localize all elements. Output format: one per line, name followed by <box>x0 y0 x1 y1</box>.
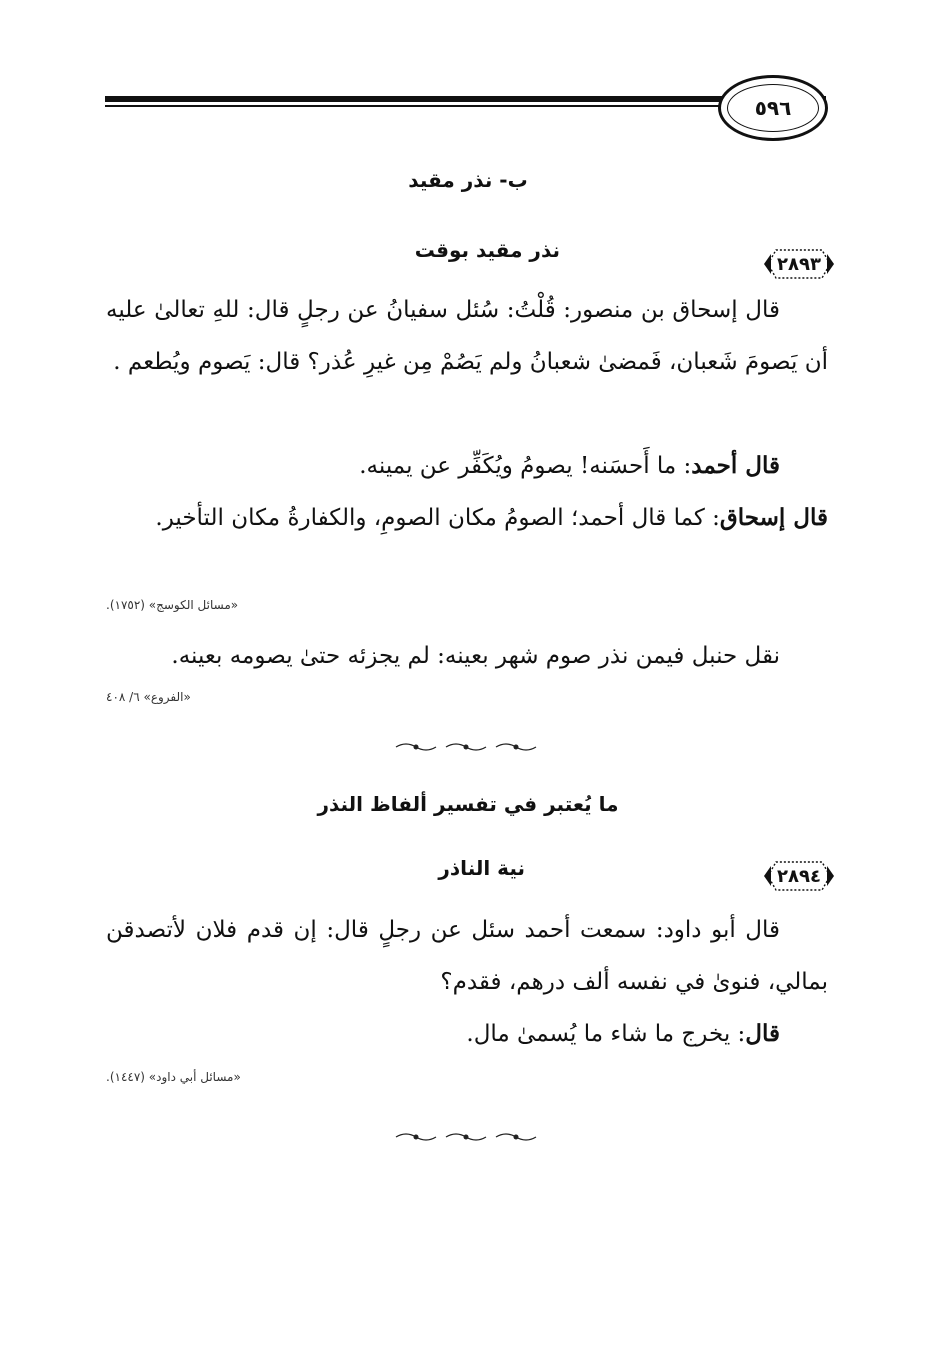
reference-citation: «الفروع» ٦/ ٤٠٨ <box>106 690 191 704</box>
entry-paragraph: قال أبو داود: سمعت أحمد سئل عن رجلٍ قال: إن قدم فلان لأتصدقن بمالي، فنوىٰ في نفسه ألف درهم، فقدم؟ <box>106 917 828 995</box>
entry-number-badge <box>762 246 836 282</box>
page-number-medallion <box>718 75 828 141</box>
entry-number: ٢٨٩٣ <box>777 253 821 275</box>
entry-number: ٢٨٩٤ <box>777 865 821 887</box>
entry-paragraph <box>106 440 828 492</box>
reference-citation: «مسائل أبي داود» (١٤٤٧). <box>106 1070 241 1084</box>
paragraph-text: : كما قال أحمد؛ الصومُ مكان الصومِ، والكفارةُ مكان التأخير. <box>155 505 720 531</box>
divider-ornament-icon <box>392 740 544 754</box>
entry-title: نذر مقيد بوقت <box>414 238 560 262</box>
section-heading: ما يُعتبر في تفسير ألفاظ النذر <box>317 792 619 816</box>
entry-number-badge <box>762 858 836 894</box>
divider-ornament-icon <box>392 1130 544 1144</box>
entry-paragraph: نقل حنبل فيمن نذر صوم شهر بعينه: لم يجزئه حتىٰ يصومه بعينه. <box>171 643 780 669</box>
entry-title: نية الناذر <box>438 856 525 880</box>
paragraph-text: : ما أَحسَنه! يصومُ ويُكَفِّر عن يمينه. <box>359 453 692 479</box>
speaker-label: قال أحمد <box>691 452 780 479</box>
speaker-label: قال <box>745 1020 780 1047</box>
section-title: ب- نذر مقيد <box>408 168 528 192</box>
entry-paragraph <box>106 492 828 544</box>
entry-paragraph: قال إسحاق بن منصور: قُلْتُ: سُئل سفيانُ عن رجلٍ قال: للهِ تعالىٰ عليه أن يَصومَ شَعبان، فَمضىٰ شعبانُ ولم يَصُمْ مِن غيرِ عُذر؟ قال: يَصوم ويُطعم . <box>106 297 828 375</box>
speaker-label: قال إسحاق <box>719 504 828 531</box>
reference-citation: «مسائل الكوسج» (١٧٥٢). <box>106 598 239 612</box>
entry-paragraph <box>106 1008 828 1060</box>
paragraph-text: : يخرج ما شاء ما يُسمىٰ مال. <box>466 1021 746 1047</box>
page-number: ٥٩٦ <box>754 96 792 120</box>
